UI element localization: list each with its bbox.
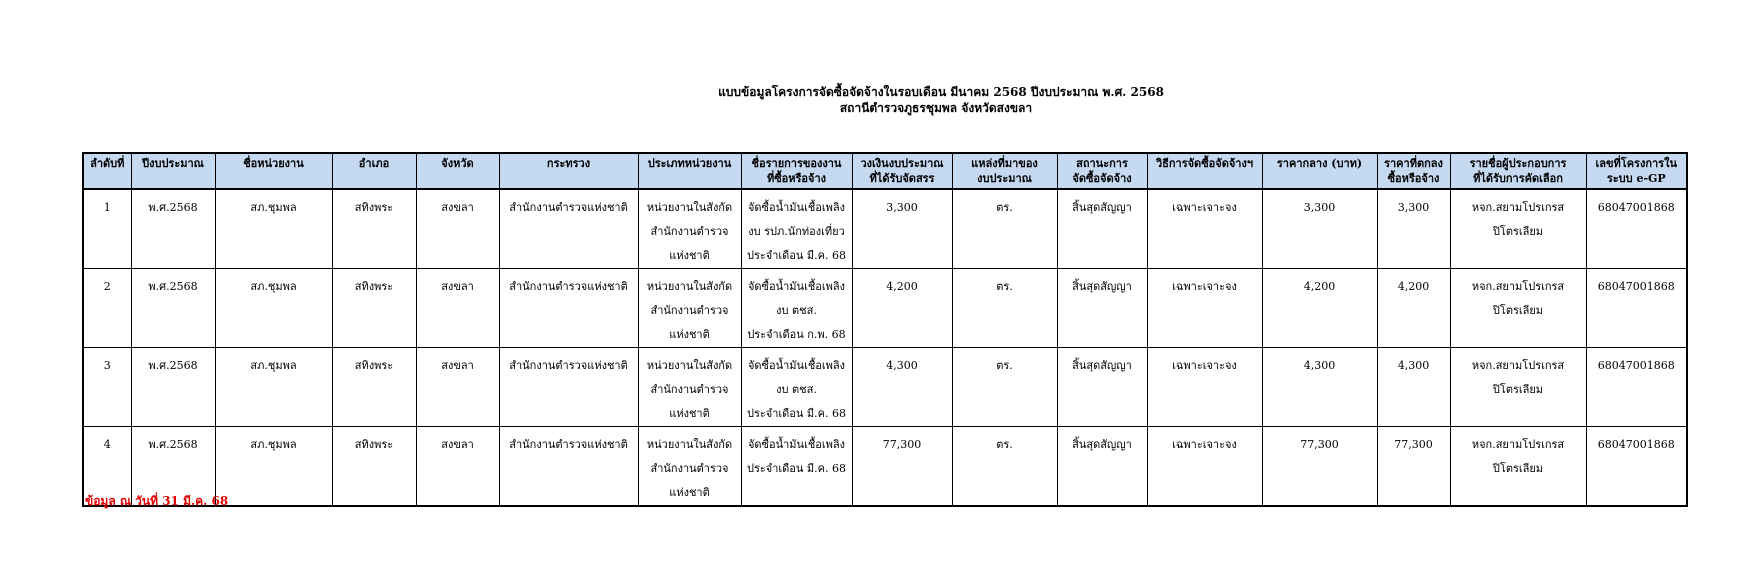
cell-agency-text: สภ.ชุมพล	[250, 359, 297, 372]
header-label-line1: ปีงบประมาณ	[142, 157, 204, 170]
cell-ministry	[499, 269, 638, 348]
cell-ministry	[499, 189, 638, 269]
header-label-line1: ลำดับที่	[90, 157, 125, 170]
cell-vendor	[1450, 348, 1586, 427]
cell-district	[332, 269, 416, 348]
cell-mid-price	[1262, 427, 1377, 507]
cell-agency-type-text: แห่งชาติ	[669, 407, 710, 420]
table-row	[83, 427, 1687, 507]
cell-agency-type-text: หน่วยงานในสังกัด	[646, 359, 733, 372]
cell-item-text: จัดซื้อน้ำมันเชื้อเพลิง	[747, 280, 846, 293]
header-label-line1: จังหวัด	[441, 157, 474, 170]
cell-agency-text: สภ.ชุมพล	[250, 438, 297, 451]
cell-agency-type-text: หน่วยงานในสังกัด	[646, 280, 733, 293]
cell-budget-text: 77,300	[882, 438, 922, 451]
cell-status	[1057, 427, 1147, 507]
cell-budget	[852, 189, 952, 269]
cell-seq-text: 4	[103, 438, 111, 451]
cell-agency-type-text: สำนักงานตำรวจ	[650, 462, 729, 475]
cell-budget	[852, 427, 952, 507]
cell-seq	[83, 348, 131, 427]
cell-mid-price-text: 4,200	[1303, 280, 1336, 293]
col-method-header	[1147, 153, 1262, 189]
header-label-line1: วงเงินงบประมาณ	[860, 157, 944, 170]
col-agency-type-header	[638, 153, 741, 189]
cell-province	[416, 189, 499, 269]
col-mid-price-header	[1262, 153, 1377, 189]
cell-agreed-price	[1377, 348, 1450, 427]
cell-agency-type	[638, 348, 741, 427]
cell-source-text: ตร.	[996, 359, 1013, 372]
header-label-line1: แหล่งที่มาของ	[971, 157, 1038, 170]
cell-agency-type	[638, 427, 741, 507]
cell-method	[1147, 269, 1262, 348]
cell-source	[952, 348, 1057, 427]
cell-mid-price	[1262, 189, 1377, 269]
cell-item	[741, 189, 852, 269]
cell-method-text: เฉพาะเจาะจง	[1172, 438, 1237, 451]
col-vendor-header	[1450, 153, 1586, 189]
cell-province-text: สงขลา	[441, 201, 474, 214]
cell-budget	[852, 348, 952, 427]
cell-egp-number	[1586, 348, 1687, 427]
header-label-line2: ที่ได้รับการคัดเลือก	[1473, 172, 1563, 185]
cell-method-text: เฉพาะเจาะจง	[1172, 280, 1237, 293]
cell-agency-type-text: สำนักงานตำรวจ	[650, 225, 729, 238]
header-label-line1: ประเภทหน่วยงาน	[647, 157, 732, 170]
col-source-header	[952, 153, 1057, 189]
cell-agency-type-text: แห่งชาติ	[669, 328, 710, 341]
header-label-line2: งบประมาณ	[977, 172, 1032, 185]
cell-agency-type-text: หน่วยงานในสังกัด	[646, 438, 733, 451]
cell-ministry-text: สำนักงานตำรวจแห่งชาติ	[509, 438, 628, 451]
cell-year-text: พ.ศ.2568	[148, 438, 198, 451]
data-as-of-note: ข้อมูล ณ วันที่ 31 มี.ค. 68	[85, 494, 229, 508]
table-body	[83, 189, 1687, 506]
cell-agency-type-text: แห่งชาติ	[669, 486, 710, 499]
cell-budget-text: 3,300	[886, 201, 918, 214]
cell-item-text: ประจำเดือน มี.ค. 68	[746, 462, 847, 475]
cell-source	[952, 269, 1057, 348]
cell-agency	[215, 427, 332, 507]
cell-item-text: จัดซื้อน้ำมันเชื้อเพลิง	[747, 359, 846, 372]
cell-seq-text: 2	[103, 280, 111, 293]
cell-egp-number	[1586, 427, 1687, 507]
cell-agreed-price	[1377, 269, 1450, 348]
cell-province-text: สงขลา	[441, 280, 474, 293]
cell-ministry-text: สำนักงานตำรวจแห่งชาติ	[509, 359, 628, 372]
cell-egp-number	[1586, 269, 1687, 348]
cell-year	[131, 269, 215, 348]
header-label-line1: สถานะการ	[1076, 157, 1128, 170]
cell-year-text: พ.ศ.2568	[148, 359, 198, 372]
cell-vendor-text: หจก.สยามโปรเกรส	[1471, 438, 1565, 451]
cell-vendor-text: ปิโตรเลียม	[1492, 225, 1544, 238]
cell-item-text: ประจำเดือน มี.ค. 68	[746, 249, 847, 262]
header-label-line1: ชื่อรายการของงาน	[751, 157, 842, 170]
cell-seq-text: 3	[103, 359, 111, 372]
cell-agreed-price-text: 4,300	[1397, 359, 1430, 372]
cell-district-text: สทิงพระ	[354, 438, 394, 451]
cell-source	[952, 427, 1057, 507]
cell-agency	[215, 348, 332, 427]
cell-district-text: สทิงพระ	[354, 359, 394, 372]
cell-status-text: สิ้นสุดสัญญา	[1072, 280, 1132, 293]
cell-item-text: จัดซื้อน้ำมันเชื้อเพลิง	[747, 438, 846, 451]
title-line-2: สถานีตำรวจภูธรชุมพล จังหวัดสงขลา	[839, 101, 1033, 115]
cell-item-text: จัดซื้อน้ำมันเชื้อเพลิง	[747, 201, 846, 214]
cell-agency	[215, 269, 332, 348]
table-header	[83, 153, 1687, 189]
cell-item	[741, 427, 852, 507]
cell-ministry-text: สำนักงานตำรวจแห่งชาติ	[509, 280, 628, 293]
cell-item-text: ประจำเดือน มี.ค. 68	[746, 407, 847, 420]
cell-status-text: สิ้นสุดสัญญา	[1072, 438, 1132, 451]
cell-ministry-text: สำนักงานตำรวจแห่งชาติ	[509, 201, 628, 214]
cell-source-text: ตร.	[996, 201, 1013, 214]
cell-status-text: สิ้นสุดสัญญา	[1072, 359, 1132, 372]
cell-item	[741, 348, 852, 427]
cell-vendor	[1450, 427, 1586, 507]
header-label-line2: ที่ซื้อหรือจ้าง	[766, 172, 827, 185]
col-province-header	[416, 153, 499, 189]
cell-district	[332, 189, 416, 269]
cell-item-text: งบ ตชส.	[776, 383, 817, 396]
col-seq-header	[83, 153, 131, 189]
header-label-line1: ชื่อหน่วยงาน	[243, 157, 304, 170]
cell-status	[1057, 189, 1147, 269]
col-agency-header	[215, 153, 332, 189]
cell-method	[1147, 427, 1262, 507]
cell-ministry	[499, 427, 638, 507]
cell-seq	[83, 269, 131, 348]
cell-province	[416, 348, 499, 427]
cell-item-text: ประจำเดือน ก.พ. 68	[747, 328, 846, 341]
cell-status	[1057, 269, 1147, 348]
cell-agency-type-text: สำนักงานตำรวจ	[650, 383, 729, 396]
cell-source-text: ตร.	[996, 438, 1013, 451]
procurement-table	[82, 152, 1688, 507]
cell-item-text: งบ รปภ.นักท่องเที่ยว	[748, 225, 845, 238]
cell-egp-number-text: 68047001868	[1597, 280, 1675, 293]
table-row	[83, 269, 1687, 348]
cell-mid-price-text: 77,300	[1300, 438, 1339, 451]
header-label-line2: จัดซื้อจัดจ้าง	[1072, 172, 1132, 185]
header-row	[83, 153, 1687, 189]
cell-method-text: เฉพาะเจาะจง	[1172, 201, 1237, 214]
cell-mid-price	[1262, 348, 1377, 427]
cell-province	[416, 427, 499, 507]
cell-vendor-text: หจก.สยามโปรเกรส	[1471, 359, 1565, 372]
cell-agency-text: สภ.ชุมพล	[250, 280, 297, 293]
cell-district-text: สทิงพระ	[354, 280, 394, 293]
cell-budget	[852, 269, 952, 348]
cell-agency	[215, 189, 332, 269]
cell-seq	[83, 189, 131, 269]
cell-vendor-text: หจก.สยามโปรเกรส	[1471, 201, 1565, 214]
header-label-line1: ราคากลาง (บาท)	[1276, 157, 1363, 170]
header-label-line1: อำเภอ	[358, 157, 390, 170]
cell-year	[131, 189, 215, 269]
cell-vendor-text: หจก.สยามโปรเกรส	[1471, 280, 1565, 293]
cell-agency-type-text: หน่วยงานในสังกัด	[646, 201, 733, 214]
cell-vendor-text: ปิโตรเลียม	[1492, 383, 1544, 396]
cell-agreed-price	[1377, 427, 1450, 507]
header-label-line2: ซื้อหรือจ้าง	[1387, 172, 1440, 185]
cell-status-text: สิ้นสุดสัญญา	[1072, 201, 1132, 214]
document-title	[0, 84, 1762, 116]
cell-vendor-text: ปิโตรเลียม	[1492, 462, 1544, 475]
cell-ministry	[499, 348, 638, 427]
cell-agency-type	[638, 189, 741, 269]
cell-mid-price-text: 3,300	[1303, 201, 1336, 214]
cell-district-text: สทิงพระ	[354, 201, 394, 214]
cell-mid-price	[1262, 269, 1377, 348]
cell-province-text: สงขลา	[441, 438, 474, 451]
table-row	[83, 189, 1687, 269]
col-district-header	[332, 153, 416, 189]
cell-agreed-price-text: 4,200	[1397, 280, 1430, 293]
cell-year-text: พ.ศ.2568	[148, 201, 198, 214]
col-ministry-header	[499, 153, 638, 189]
col-budget-header	[852, 153, 952, 189]
cell-method	[1147, 189, 1262, 269]
header-label-line2: ระบบ e-GP	[1606, 172, 1666, 185]
cell-vendor-text: ปิโตรเลียม	[1492, 304, 1544, 317]
cell-source-text: ตร.	[996, 280, 1013, 293]
cell-status	[1057, 348, 1147, 427]
cell-year	[131, 348, 215, 427]
cell-method-text: เฉพาะเจาะจง	[1172, 359, 1237, 372]
cell-agency-type-text: แห่งชาติ	[669, 249, 710, 262]
header-label-line1: วิธีการจัดซื้อจัดจ้างฯ	[1155, 157, 1254, 170]
cell-budget-text: 4,300	[886, 359, 918, 372]
cell-agreed-price	[1377, 189, 1450, 269]
cell-method	[1147, 348, 1262, 427]
cell-mid-price-text: 4,300	[1303, 359, 1336, 372]
cell-egp-number	[1586, 189, 1687, 269]
cell-province	[416, 269, 499, 348]
cell-egp-number-text: 68047001868	[1597, 201, 1675, 214]
cell-agency-type-text: สำนักงานตำรวจ	[650, 304, 729, 317]
cell-vendor	[1450, 189, 1586, 269]
cell-egp-number-text: 68047001868	[1597, 359, 1675, 372]
cell-item	[741, 269, 852, 348]
cell-agreed-price-text: 3,300	[1397, 201, 1430, 214]
col-item-header	[741, 153, 852, 189]
table-row	[83, 348, 1687, 427]
cell-district	[332, 348, 416, 427]
header-label-line1: เลขที่โครงการใน	[1595, 157, 1677, 170]
cell-item-text: งบ ตชส.	[776, 304, 817, 317]
title-line-1: แบบข้อมูลโครงการจัดซื้อจัดจ้างในรอบเดือน มีนาคม 2568 ปีงบประมาณ พ.ศ. 2568	[718, 85, 1164, 99]
cell-egp-number-text: 68047001868	[1597, 438, 1675, 451]
col-status-header	[1057, 153, 1147, 189]
cell-agreed-price-text: 77,300	[1394, 438, 1433, 451]
cell-year-text: พ.ศ.2568	[148, 280, 198, 293]
col-agreed-price-header	[1377, 153, 1450, 189]
header-label-line2: ที่ได้รับจัดสรร	[869, 172, 935, 185]
cell-vendor	[1450, 269, 1586, 348]
cell-province-text: สงขลา	[441, 359, 474, 372]
cell-agency-text: สภ.ชุมพล	[250, 201, 297, 214]
header-label-line1: รายชื่อผู้ประกอบการ	[1469, 157, 1567, 170]
cell-budget-text: 4,200	[886, 280, 918, 293]
col-egp-header	[1586, 153, 1687, 189]
cell-seq-text: 1	[103, 201, 111, 214]
cell-district	[332, 427, 416, 507]
header-label-line1: ราคาที่ตกลง	[1384, 157, 1443, 170]
col-year-header	[131, 153, 215, 189]
cell-source	[952, 189, 1057, 269]
header-label-line1: กระทรวง	[546, 157, 591, 170]
cell-agency-type	[638, 269, 741, 348]
